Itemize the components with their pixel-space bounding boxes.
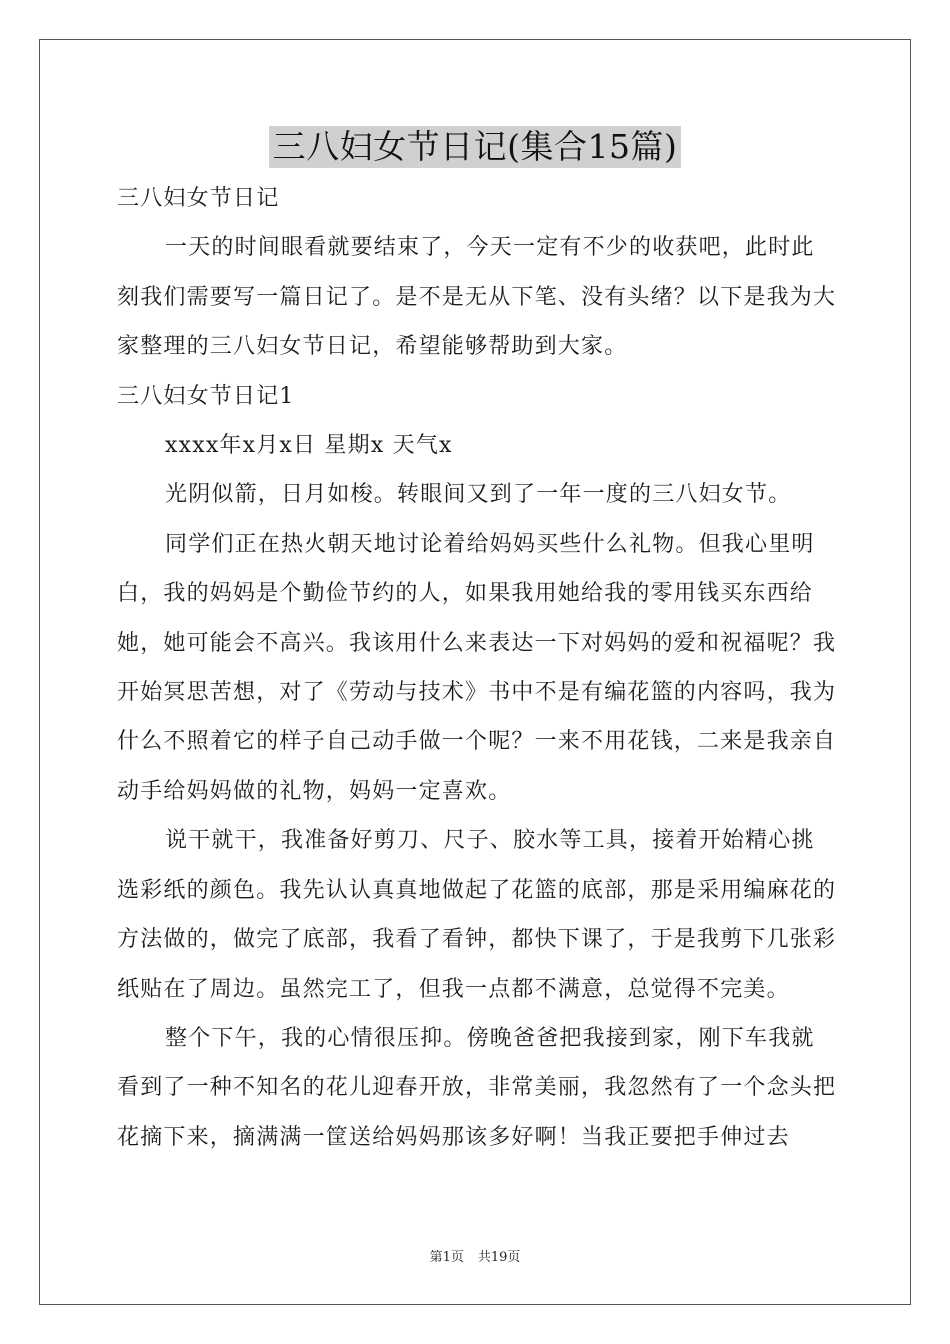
page-footer [0, 1246, 950, 1265]
body-paragraph: 整个下午，我的心情很压抑。傍晚爸爸把我接到家，刚下车我就看到了一种不知名的花儿迎春开放，非常美丽，我忽然有了一个念头把花摘下来，摘满满一筐送给妈妈那该多好啊！当我正要把手伸过去 [117, 1025, 837, 1150]
title-container [0, 126, 950, 168]
body-paragraph: 说干就干，我准备好剪刀、尺子、胶水等工具，接着开始精心挑选彩纸的颜色。我先认认真真地做起了花篮的底部，那是采用编麻花的方法做的，做完了底部，我看了看钟，都快下课了，于是我剪下几张彩纸贴在了周边。虽然完工了，但我一点都不满意，总觉得不完美。 [117, 828, 837, 1002]
diary-date-line: xxxx年x月x日 星期x 天气x [165, 433, 453, 459]
document-title: 三八妇女节日记(集合15篇) [269, 126, 682, 168]
body-paragraph: 光阴似箭，日月如梭。转眼间又到了一年一度的三八妇女节。 [165, 482, 792, 508]
page-number: 第1页 [429, 1250, 464, 1265]
intro-paragraph: 一天的时间眼看就要结束了，今天一定有不少的收获吧，此时此刻我们需要写一篇日记了。是不是无从下笔、没有头绪？以下是我为大家整理的三八妇女节日记，希望能够帮助到大家。 [117, 235, 837, 360]
section-heading: 三八妇女节日记 [117, 186, 280, 211]
diary-heading: 三八妇女节日记1 [117, 383, 295, 409]
document-body [117, 174, 837, 1162]
body-paragraph: 同学们正在热火朝天地讨论着给妈妈买些什么礼物。但我心里明白，我的妈妈是个勤俭节约的人，如果我用她给我的零用钱买东西给她，她可能会不高兴。我该用什么来表达一下对妈妈的爱和祝福呢？我开始冥思苦想，对了《劳动与技术》书中不是有编花篮的内容吗，我为什么不照着它的样子自己动手做一个呢？一来不用花钱，二来是我亲自动手给妈妈做的礼物，妈妈一定喜欢。 [117, 531, 837, 804]
page-total: 共19页 [477, 1250, 521, 1265]
